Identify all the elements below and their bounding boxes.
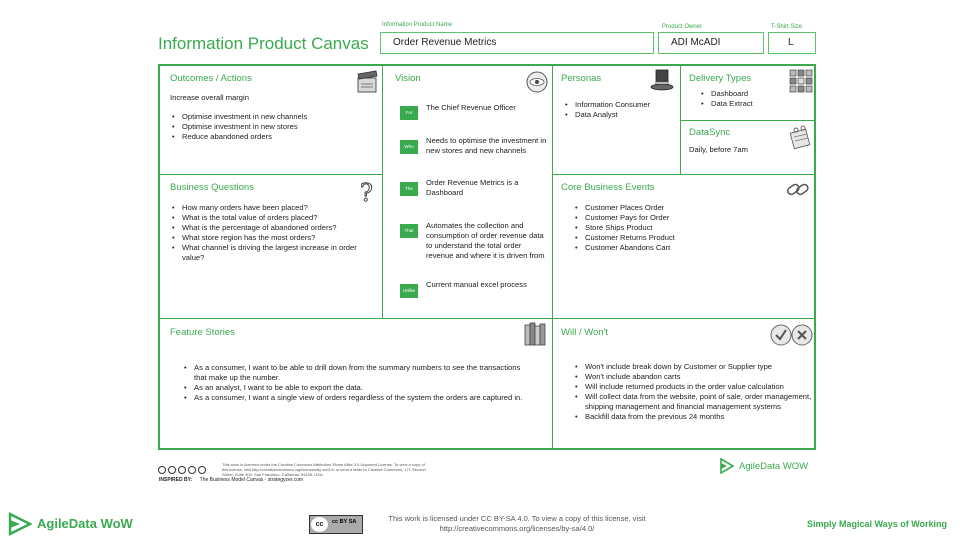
vision-tag-for: For [400,106,418,120]
list-item: • What channel is driving the largest increase in order value? [182,243,372,263]
eye-icon [525,70,549,94]
outcomes-intro: Increase overall margin [170,93,249,102]
list-item: • Optimise investment in new channels [182,112,387,122]
core-business-events-list [573,203,785,253]
top-hat-icon [649,68,675,96]
vision-text-who: Needs to optimise the investment in new stores and new channels [426,136,547,155]
delivery-types-title: Delivery Types [689,73,752,84]
will-wont-title: Will / Won't [561,327,609,338]
list-item: • Reduce abandoned orders [182,132,387,142]
inspired-by-label: INSPIRED BY: [159,477,193,483]
canvas-brand: AgileData WOW [739,461,809,472]
vision-text-unlike: Current manual excel process [426,280,527,289]
inspired-by-text: The Business Model Canvas - strategyzer.com [199,477,304,483]
vision-tag-unlike: Unlike [400,284,418,298]
vision-text-the: Order Revenue Metrics is a Dashboard [426,178,519,197]
list-item: • Customer Places Order [585,203,785,213]
question-mark-icon [356,180,378,206]
datasync-cell [680,120,816,174]
datasync-title: DataSync [689,127,731,138]
business-questions-title: Business Questions [170,182,254,193]
list-item: • Customer Pays for Order [585,213,785,223]
product-name-label: Information Product Name [382,22,453,28]
list-item: • Will collect data from the website, point of sale, order management, shipping management and financial management systems [585,392,815,412]
list-item: • What is the percentage of abandoned orders? [182,223,372,233]
outcomes-cell [160,66,382,174]
vision-tag-who: Who [400,140,418,154]
tshirt-size-field[interactable]: L [768,32,816,54]
list-item: • Won't include break down by Customer or Supplier type [585,362,815,372]
core-business-events-title: Core Business Events [561,182,655,193]
list-item: • Backfill data from the previous 24 months [585,412,815,422]
cc-badge-text: cc BY SA [332,519,357,525]
list-item: • As an analyst, I want to be able to export the data. [194,383,524,393]
list-item: • As a consumer, I want to be able to drill down from the summary numbers to see the transactions that make up the number. [194,363,524,383]
will-wont-cell [552,318,816,450]
list-item: • Optimise investment in new stores [182,122,387,132]
personas-title: Personas [561,73,602,84]
business-questions-cell [160,174,382,318]
personas-list [563,100,690,120]
agiledata-logo-icon [720,458,734,474]
svg-text:?: ? [360,180,373,206]
calendar-sync-icon [789,125,813,151]
page-license-text: This work is licensed under CC BY-SA 4.0. To view a copy of this license, visit http://creativecommons.org/licenses/by-sa/4.0/ [388,514,646,533]
list-item: • As a consumer, I want a single view of orders regardless of the system the orders are captured in. [194,393,524,403]
delivery-types-cell [680,66,816,120]
grid-blocks-icon [789,69,813,93]
cc-sa-icon [188,466,196,474]
cc-nd-icon [198,466,206,474]
personas-cell [552,66,680,174]
list-item: • Will include returned products in the order value calculation [585,382,815,392]
feature-stories-title: Feature Stories [170,327,235,338]
list-item: • Won't include abandon carts [585,372,815,382]
vision-tag-that: That [400,224,418,238]
vision-tag-the: The [400,182,418,196]
list-item: • Data Analyst [575,110,690,120]
feature-stories-cell [160,318,552,450]
list-item: • What store region has the most orders? [182,233,372,243]
core-business-events-cell [552,174,816,318]
cc-logo-icon: cc [311,517,328,532]
chain-link-icon [785,180,811,200]
cc-by-icon [168,466,176,474]
product-name-field[interactable]: Order Revenue Metrics [380,32,654,54]
vision-text-that: Automates the collection and consumption of order revenue data to understand the total order revenue and where it is driven from [426,221,545,260]
list-item: • Store Ships Product [585,223,785,233]
list-item: • Dashboard [711,89,801,99]
information-product-canvas [158,64,816,450]
product-owner-field[interactable]: ADI McADI [658,32,764,54]
vision-text-for: The Chief Revenue Officer [426,103,516,112]
list-item: • What is the total value of orders placed? [182,213,372,223]
cc-by-sa-badge [309,515,363,534]
list-item: • Data Extract [711,99,801,109]
outcomes-list [170,112,387,142]
cc-nc-icon [178,466,186,474]
outcomes-title: Outcomes / Actions [170,73,252,84]
list-item: • Customer Returns Product [585,233,785,243]
agiledata-wow-logo-icon [8,512,32,536]
product-owner-label: Product Owner [662,24,703,30]
list-item: • Information Consumer [575,100,690,110]
canvas-title: Information Product Canvas [158,34,369,53]
canvas-license-text: This work is licensed under the Creative Commons Attribution-Share Alike 3.0 Unported License. To view a copy of this license, visit http://creativecommons.org/licenses/by-sa/3.0/ or send a letter to Creative Commons, 171 Second Street, Suite 300, San Francisco, California, 94105, USA. [222,462,426,477]
business-questions-list [170,203,372,263]
feature-stories-list [182,363,524,403]
vision-title: Vision [395,73,421,84]
page-tagline: Simply Magical Ways of Working [807,519,948,529]
vision-cell [382,66,552,318]
check-cross-icon [769,322,815,348]
tshirt-size-label: T-Shirt Size [771,24,803,30]
clapperboard-icon [356,70,378,94]
datasync-text: Daily, before 7am [689,145,748,154]
cc-icon [158,466,166,474]
list-item: • Customer Abandons Cart [585,243,785,253]
will-wont-list [573,362,815,422]
delivery-types-list [699,89,801,109]
books-icon [522,321,548,347]
list-item: • How many orders have been placed? [182,203,372,213]
page-brand: AgileData WoW [37,516,133,531]
inspired-by [159,477,303,483]
